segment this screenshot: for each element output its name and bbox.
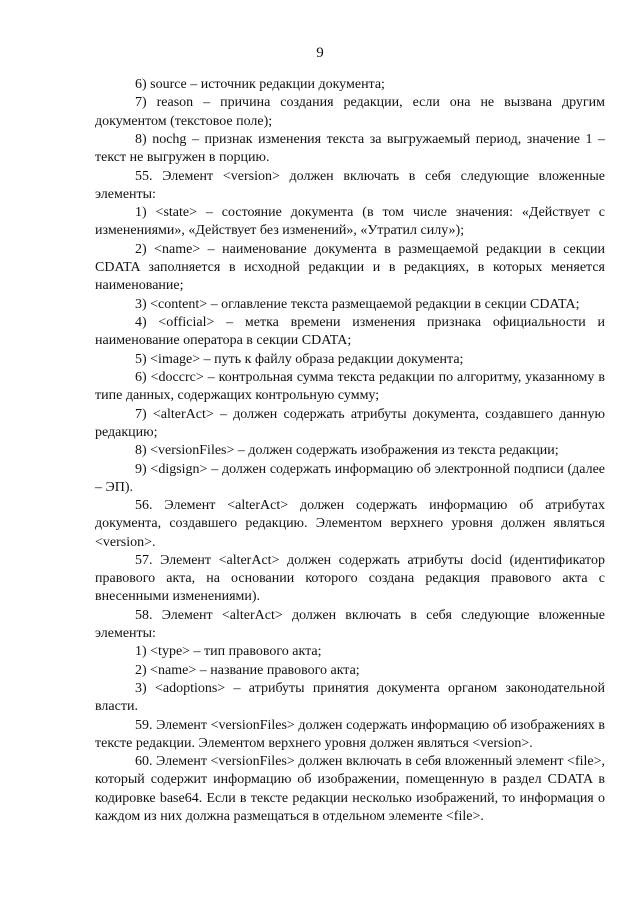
paragraph-source: 6) source – источник редакции документа; xyxy=(135,77,385,92)
paragraph-60: 60. Элемент <versionFiles> должен включать в себя вложенный элемент <file>, который содержит информацию об изображении, помещенную в раздел CDATA в кодировке base64. Если в тексте редакции несколько изображений, то информация о каждом из них должна размещаться в отдельном элементе <file>. xyxy=(95,754,605,824)
paragraph-alteract: 7) <alterAct> – должен содержать атрибуты документа, создавшего данную редакцию; xyxy=(95,406,605,440)
paragraph-57: 57. Элемент <alterAct> должен содержать атрибуты docid (идентификатор правового акта, на основании которого создана редакция правового акта с внесенными изменениями). xyxy=(95,552,605,605)
paragraph-reason: 7) reason – причина создания редакции, если она не вызвана другим документом (текстовое поле); xyxy=(95,95,605,129)
paragraph-state: 1) <state> – состояние документа (в том числе значения: «Действует с изменениями», «Действует без изменений», «Утратил силу»); xyxy=(95,205,605,239)
paragraph-adoptions: 3) <adoptions> – атрибуты принятия документа органом законодательной власти. xyxy=(95,681,605,715)
paragraph-58: 58. Элемент <alterAct> должен включать в себя следующие вложенные элементы: xyxy=(95,607,605,641)
paragraph-nochg: 8) nochg – признак изменения текста за выгружаемый период, значение 1 – текст не выгружен в порцию. xyxy=(95,131,605,166)
paragraph-55: 55. Элемент <version> должен включать в себя следующие вложенные элементы: xyxy=(95,168,605,202)
paragraph-act-name: 2) <name> – название правового акта; xyxy=(135,662,360,678)
paragraph-content: 3) <content> – оглавление текста размещаемой редакции в секции CDATA; xyxy=(135,296,580,312)
page-number: 9 xyxy=(316,45,324,61)
paragraph-image: 5) <image> – путь к файлу образа редакции документа; xyxy=(135,351,464,367)
paragraph-official: 4) <official> – метка времени изменения признака официальности и наименование оператора в секции CDATA; xyxy=(95,314,605,349)
paragraph-type: 1) <type> – тип правового акта; xyxy=(135,644,322,660)
paragraph-doccrc: 6) <doccrc> – контрольная сумма текста редакции по алгоритму, указанному в типе данных, содержащих контрольную сумму; xyxy=(95,369,605,404)
paragraph-56: 56. Элемент <alterAct> должен содержать информацию об атрибутах документа, создавшего редакцию. Элементом верхнего уровня должен являться <version>. xyxy=(95,498,605,550)
document-body xyxy=(95,76,605,826)
paragraph-59: 59. Элемент <versionFiles> должен содержать информацию об изображениях в тексте редакции. Элементом верхнего уровня должен являться <version>. xyxy=(95,717,605,751)
paragraph-name: 2) <name> – наименование документа в размещаемой редакции в секции CDATA заполняется в исходной редакции и в редакциях, в которых меняется наименование; xyxy=(95,241,605,294)
paragraph-digsign: 9) <digsign> – должен содержать информацию об электронной подписи (далее – ЭП). xyxy=(95,461,605,495)
paragraph-versionfiles: 8) <versionFiles> – должен содержать изображения из текста редакции; xyxy=(135,443,559,459)
